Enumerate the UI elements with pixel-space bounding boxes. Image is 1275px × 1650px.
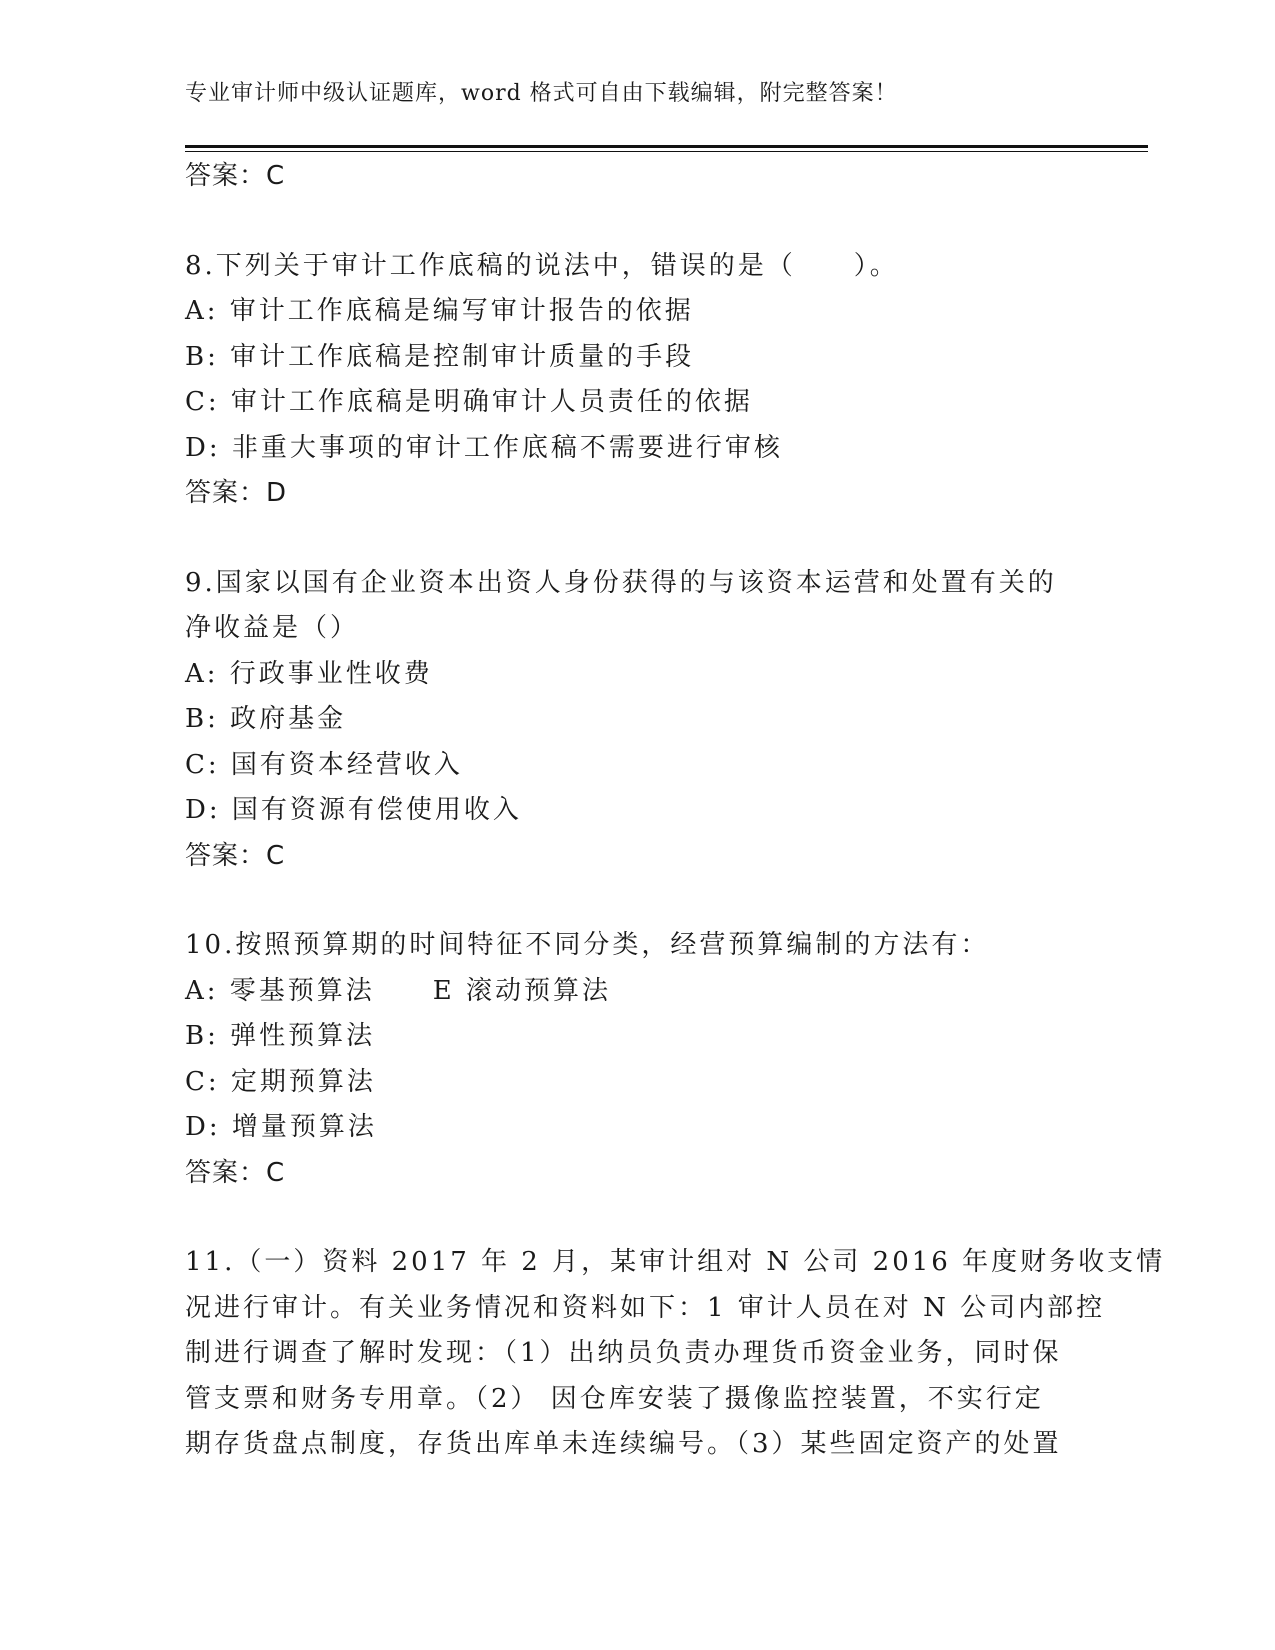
option-a: A: 审计工作底稿是编写审计报告的依据 [185, 296, 694, 326]
option-a: A: 零基预算法 E 滚动预算法 [185, 975, 612, 1006]
question-block [185, 923, 1085, 1196]
header-rule-thin [185, 151, 1148, 152]
question-11-line: 期存货盘点制度，存货出库单未连续编号。（3）某些固定资产的处置 [185, 1429, 1062, 1459]
header-rule-thick [185, 145, 1148, 148]
question-11-line: 11.（一）资料 2017 年 2 月，某审计组对 N 公司 2016 年度财务收支情 [185, 1247, 1166, 1277]
answer-line: 答案：C [185, 161, 286, 191]
answer-line: 答案：C [185, 840, 286, 871]
question-block [185, 244, 1085, 517]
option-b: B: 弹性预算法 [185, 1021, 376, 1051]
page-header: 专业审计师中级认证题库，word 格式可自由下载编辑，附完整答案！ [185, 81, 898, 106]
question-stem: 10.按照预算期的时间特征不同分类，经营预算编制的方法有： [185, 930, 990, 960]
question-11-line: 制进行调查了解时发现：（1）出纳员负责办理货币资金业务，同时保 [185, 1338, 1062, 1368]
option-c: C: 国有资本经营收入 [185, 749, 463, 780]
option-c: C: 审计工作底稿是明确审计人员责任的依据 [185, 387, 753, 417]
option-b: B: 审计工作底稿是控制审计质量的手段 [185, 341, 695, 372]
document-body [185, 154, 1166, 1468]
option-c: C: 定期预算法 [185, 1066, 376, 1097]
question-stem-continued: 净收益是（） [185, 613, 360, 643]
question-block [185, 561, 1085, 880]
question-stem: 9.国家以国有企业资本出资人身份获得的与该资本运营和处置有关的 [185, 567, 1057, 598]
question-stem: 8.下列关于审计工作底稿的说法中，错误的是（ ）。 [185, 250, 899, 281]
option-d: D: 非重大事项的审计工作底稿不需要进行审核 [185, 432, 783, 463]
option-d: D: 增量预算法 [185, 1112, 377, 1142]
answer-line: 答案：C [185, 1157, 286, 1188]
question-block [185, 1240, 1166, 1468]
answer-line: 答案：D [185, 478, 288, 508]
question-11-line: 管支票和财务专用章。（2） 因仓库安装了摄像监控装置，不实行定 [185, 1383, 1044, 1414]
option-b: B: 政府基金 [185, 704, 347, 734]
option-a: A: 行政事业性收费 [185, 658, 433, 689]
option-d: D: 国有资源有偿使用收入 [185, 795, 522, 825]
question-11-line: 况进行审计。有关业务情况和资料如下：1 审计人员在对 N 公司内部控 [185, 1292, 1106, 1323]
